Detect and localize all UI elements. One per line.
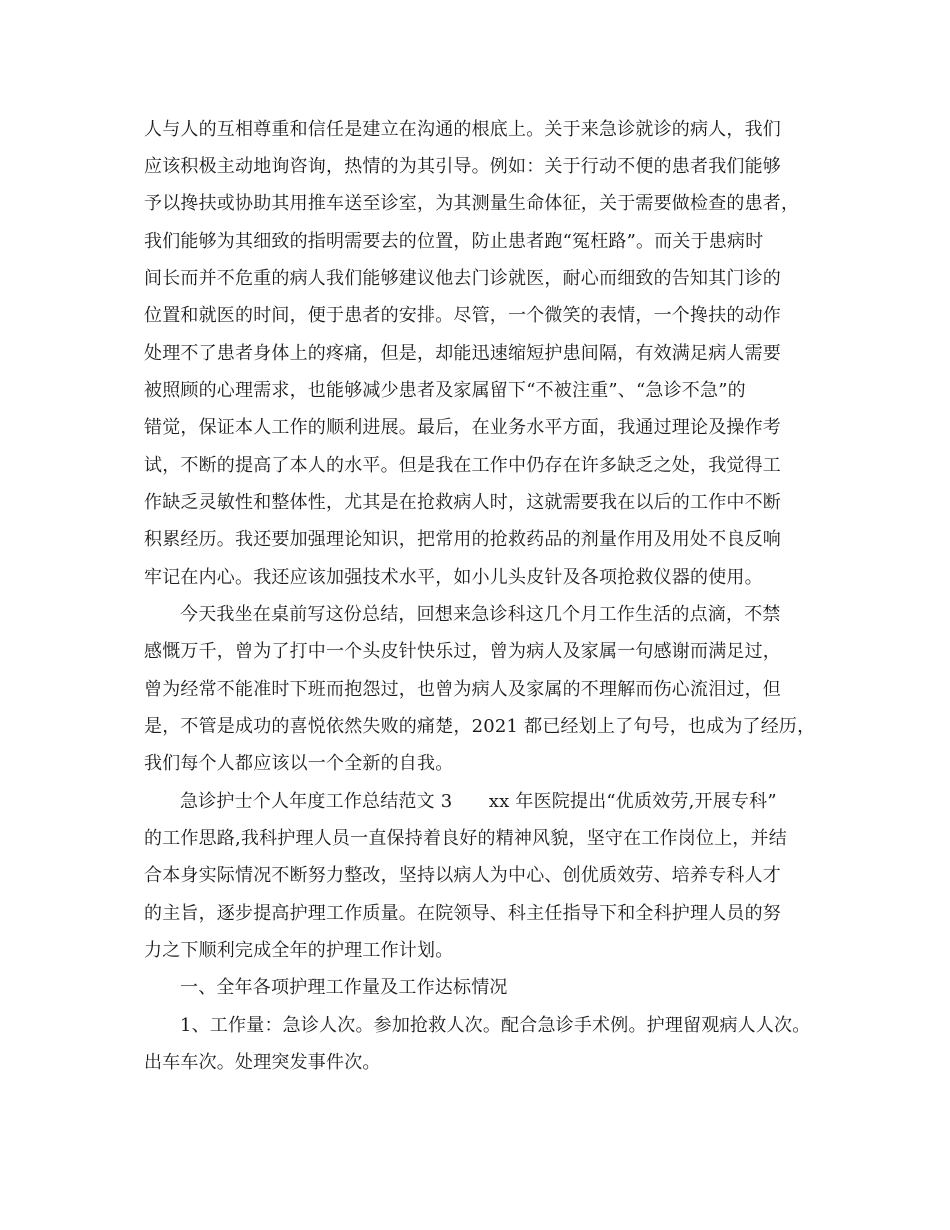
text-line-26: 出车车次。处理突发事件次。 (144, 1052, 381, 1073)
text-line-6: 位置和就医的时间，便于患者的安排。尽管，一个微笑的表情，一个搀扶的动作 (144, 305, 781, 326)
text-line-2: 应该积极主动地询咨询，热情的为其引导。例如：关于行动不便的患者我们能够 (144, 156, 781, 177)
text-line-23: 力之下顺利完成全年的护理工作计划。 (144, 940, 454, 961)
text-line-12: 积累经历。我还要加强理论知识，把常用的抢救药品的剂量作用及用处不良反响 (144, 529, 781, 550)
text-line-9: 错觉，保证本人工作的顺利进展。最后，在业务水平方面，我通过理论及操作考 (144, 417, 781, 438)
text-line-3: 予以搀扶或协助其用推车送至诊室，为其测量生命体征，关于需要做检查的患者， (144, 193, 800, 214)
text-line-22: 的主旨，逐步提高护理工作质量。在院领导、科主任指导下和全科护理人员的努 (144, 903, 781, 924)
text-line-1: 人与人的互相尊重和信任是建立在沟通的根底上。关于来急诊就诊的病人，我们 (144, 119, 781, 140)
text-line-16: 曾为经常不能准时下班而抱怨过，也曾为病人及家属的不理解而伤心流泪过，但 (144, 679, 781, 700)
text-line-4: 我们能够为其细致的指明需要去的位置，防止患者跑“冤枉路”。而关于患病时 (144, 231, 764, 252)
text-line-21: 合本身实际情况不断努力整改，坚持以病人为中心、创优质效劳、培养专科人才 (144, 865, 781, 886)
text-line-8: 被照顾的心理需求，也能够减少患者及家属留下“不被注重”、“急诊不急”的 (144, 380, 746, 401)
text-line-25: 1、工作量：急诊人次。参加抢救人次。配合急诊手术例。护理留观病人人次。 (180, 1015, 811, 1036)
text-line-20: 的工作思路,我科护理人员一直保持着良好的精神风貌，坚守在工作岗位上，并结 (144, 828, 787, 849)
text-line-10: 试，不断的提高了本人的水平。但是我在工作中仍存在许多缺乏之处，我觉得工 (144, 455, 781, 476)
text-line-24: 一、全年各项护理工作量及工作达标情况 (180, 977, 508, 998)
text-line-14: 今天我坐在桌前写这份总结，回想来急诊科这几个月工作生活的点滴，不禁 (180, 604, 781, 625)
text-line-11: 作缺乏灵敏性和整体性，尤其是在抢救病人时，这就需要我在以后的工作中不断 (144, 492, 781, 513)
text-line-18: 我们每个人都应该以一个全新的自我。 (144, 753, 454, 774)
text-line-5: 间长而并不危重的病人我们能够建议他去门诊就医，耐心而细致的告知其门诊的 (144, 268, 781, 289)
text-line-15: 感慨万千，曾为了打中一个头皮针快乐过，曾为病人及家属一句感谢而满足过， (144, 641, 781, 662)
text-line-17: 是，不管是成功的喜悦依然失败的痛楚，2021 都已经划上了句号，也成为了经历， (144, 716, 816, 737)
text-line-7: 处理不了患者身体上的疼痛，但是，却能迅速缩短护患间隔，有效满足病人需要 (144, 343, 781, 364)
text-line-13: 牢记在内心。我还应该加强技术水平，如小儿头皮针及各项抢救仪器的使用。 (144, 567, 763, 588)
text-line-19: 急诊护士个人年度工作总结范文 3 xx 年医院提出“优质效劳,开展专科” (180, 791, 777, 812)
